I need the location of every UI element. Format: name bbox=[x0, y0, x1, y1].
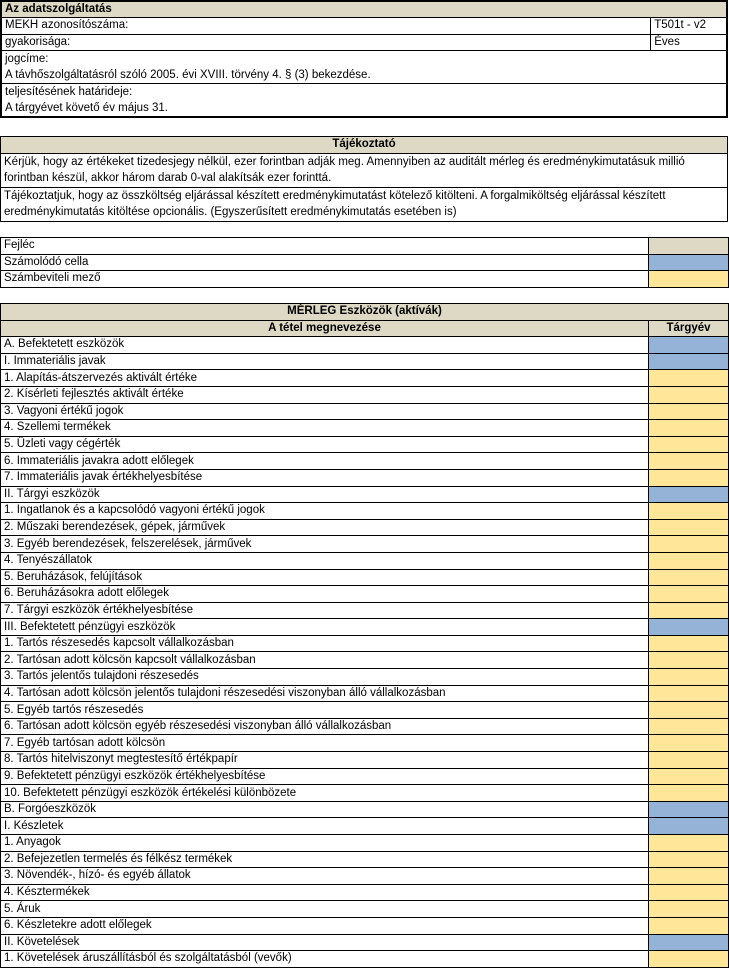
value-input-cell[interactable] bbox=[649, 586, 729, 603]
value-input-cell[interactable] bbox=[649, 503, 729, 520]
value-input-cell[interactable] bbox=[649, 552, 729, 569]
table-row bbox=[1, 884, 729, 901]
balance-title: MÉRLEG Eszközök (aktívák) bbox=[1, 304, 729, 321]
table-row bbox=[1, 718, 729, 735]
mekh-label: MEKH azonosítószáma: bbox=[1, 18, 651, 35]
info-paragraph-1: Kérjük, hogy az értékeket tizedesjegy nélkül, ezer forintban adják meg. Amennyiben az auditált mérleg és eredménykimutatásuk millió forintban készül, akkor három darab 0-val alakítsák ezer forinttá. bbox=[1, 153, 728, 187]
table-row bbox=[1, 835, 729, 852]
table-row bbox=[1, 901, 729, 918]
row-label: 4. Szellemi termékek bbox=[1, 420, 649, 437]
value-input-cell[interactable] bbox=[649, 735, 729, 752]
table-row bbox=[1, 536, 729, 553]
row-label: 3. Vagyoni értékű jogok bbox=[1, 403, 649, 420]
table-row bbox=[1, 868, 729, 885]
info-table bbox=[0, 136, 728, 222]
row-label: II. Követelések bbox=[1, 934, 649, 951]
value-input-cell[interactable] bbox=[649, 752, 729, 769]
table-row bbox=[1, 801, 729, 818]
row-label: 9. Befektetett pénzügyi eszközök értékhelyesbítése bbox=[1, 768, 649, 785]
table-row bbox=[1, 735, 729, 752]
row-label: 3. Tartós jelentős tulajdoni részesedés bbox=[1, 669, 649, 686]
row-label: 1. Anyagok bbox=[1, 835, 649, 852]
row-label: 7. Egyéb tartósan adott kölcsön bbox=[1, 735, 649, 752]
row-label: A. Befektetett eszközök bbox=[1, 337, 649, 354]
row-label: 5. Beruházások, felújítások bbox=[1, 569, 649, 586]
frequency-value[interactable]: Éves bbox=[651, 34, 727, 51]
value-input-cell[interactable] bbox=[649, 768, 729, 785]
calculated-cell bbox=[649, 353, 729, 370]
value-input-cell[interactable] bbox=[649, 436, 729, 453]
legend-row bbox=[1, 254, 729, 271]
row-label: 6. Készletekre adott előlegek bbox=[1, 917, 649, 934]
row-label: 1. Követelések áruszállításból és szolgáltatásból (vevők) bbox=[1, 951, 649, 968]
legend-label: Számolódó cella bbox=[1, 254, 649, 271]
table-row bbox=[1, 785, 729, 802]
table-row bbox=[1, 669, 729, 686]
table-row bbox=[1, 635, 729, 652]
row-label: 10. Befektetett pénzügyi eszközök értékelési különbözete bbox=[1, 785, 649, 802]
value-input-cell[interactable] bbox=[649, 718, 729, 735]
row-label: III. Befektetett pénzügyi eszközök bbox=[1, 619, 649, 636]
value-input-cell[interactable] bbox=[649, 469, 729, 486]
value-input-cell[interactable] bbox=[649, 868, 729, 885]
table-row bbox=[1, 851, 729, 868]
table-row bbox=[1, 569, 729, 586]
column-header-year: Tárgyév bbox=[649, 320, 729, 337]
value-input-cell[interactable] bbox=[649, 652, 729, 669]
value-input-cell[interactable] bbox=[649, 420, 729, 437]
table-row bbox=[1, 353, 729, 370]
table-row bbox=[1, 519, 729, 536]
row-label: 6. Immateriális javakra adott előlegek bbox=[1, 453, 649, 470]
legend-swatch bbox=[649, 238, 729, 255]
table-row bbox=[1, 652, 729, 669]
table-row bbox=[1, 619, 729, 636]
table-row bbox=[1, 337, 729, 354]
value-input-cell[interactable] bbox=[649, 569, 729, 586]
value-input-cell[interactable] bbox=[649, 635, 729, 652]
table-row bbox=[1, 436, 729, 453]
row-label: 6. Beruházásokra adott előlegek bbox=[1, 586, 649, 603]
deadline-value[interactable]: A tárgyévet követő év május 31. bbox=[1, 101, 727, 118]
legend-row bbox=[1, 271, 729, 288]
row-label: 4. Tartósan adott kölcsön jelentős tulajdoni részesedési viszonyban álló vállalkozásban bbox=[1, 685, 649, 702]
value-input-cell[interactable] bbox=[649, 835, 729, 852]
value-input-cell[interactable] bbox=[649, 519, 729, 536]
row-label: 3. Növendék-, hízó- és egyéb állatok bbox=[1, 868, 649, 885]
table-row bbox=[1, 552, 729, 569]
row-label: 3. Egyéb berendezések, felszerelések, járművek bbox=[1, 536, 649, 553]
value-input-cell[interactable] bbox=[649, 370, 729, 387]
legal-label: jogcíme: bbox=[1, 51, 727, 68]
calculated-cell bbox=[649, 934, 729, 951]
info-paragraph-2: Tájékoztatjuk, hogy az összköltség eljárással készített eredménykimutatást kötelező kitölteni. A forgalmiköltség eljárással készített eredménykimutatás kitöltése opcionális. (Egyszerűsített eredménykimutatás esetében is) bbox=[1, 187, 728, 221]
table-row bbox=[1, 486, 729, 503]
row-label: 7. Tárgyi eszközök értékhelyesbítése bbox=[1, 602, 649, 619]
deadline-label: teljesítésének határideje: bbox=[1, 84, 727, 101]
table-row bbox=[1, 586, 729, 603]
table-row bbox=[1, 420, 729, 437]
row-label: 4. Tenyészállatok bbox=[1, 552, 649, 569]
balance-sheet-table bbox=[0, 303, 729, 968]
legend-table bbox=[0, 237, 729, 288]
legend-label: Számbeviteli mező bbox=[1, 271, 649, 288]
row-label: 1. Ingatlanok és a kapcsolódó vagyoni értékű jogok bbox=[1, 503, 649, 520]
calculated-cell bbox=[649, 619, 729, 636]
value-input-cell[interactable] bbox=[649, 951, 729, 968]
table-row bbox=[1, 602, 729, 619]
value-input-cell[interactable] bbox=[649, 453, 729, 470]
legend-swatch bbox=[649, 254, 729, 271]
table-row bbox=[1, 768, 729, 785]
value-input-cell[interactable] bbox=[649, 884, 729, 901]
calculated-cell bbox=[649, 486, 729, 503]
table-row bbox=[1, 702, 729, 719]
table-row bbox=[1, 503, 729, 520]
value-input-cell[interactable] bbox=[649, 602, 729, 619]
value-input-cell[interactable] bbox=[649, 685, 729, 702]
value-input-cell[interactable] bbox=[649, 536, 729, 553]
row-label: I. Készletek bbox=[1, 818, 649, 835]
value-input-cell[interactable] bbox=[649, 851, 729, 868]
row-label: 8. Tartós hitelviszonyt megtestesítő értékpapír bbox=[1, 752, 649, 769]
legend-label: Fejléc bbox=[1, 238, 649, 255]
row-label: I. Immateriális javak bbox=[1, 353, 649, 370]
legend-swatch bbox=[649, 271, 729, 288]
value-input-cell[interactable] bbox=[649, 785, 729, 802]
row-label: 2. Kísérleti fejlesztés aktivált értéke bbox=[1, 386, 649, 403]
row-label: 1. Alapítás-átszervezés aktivált értéke bbox=[1, 370, 649, 387]
info-title: Tájékoztató bbox=[1, 137, 728, 154]
table-row bbox=[1, 469, 729, 486]
table-row bbox=[1, 453, 729, 470]
calculated-cell bbox=[649, 337, 729, 354]
value-input-cell[interactable] bbox=[649, 386, 729, 403]
data-provider-table bbox=[0, 0, 728, 118]
table-row bbox=[1, 917, 729, 934]
table-row bbox=[1, 370, 729, 387]
row-label: 4. Késztermékek bbox=[1, 884, 649, 901]
row-label: B. Forgóeszközök bbox=[1, 801, 649, 818]
calculated-cell bbox=[649, 818, 729, 835]
row-label: 1. Tartós részesedés kapcsolt vállalkozásban bbox=[1, 635, 649, 652]
value-input-cell[interactable] bbox=[649, 403, 729, 420]
table-row bbox=[1, 818, 729, 835]
table-row bbox=[1, 752, 729, 769]
row-label: 5. Áruk bbox=[1, 901, 649, 918]
row-label: II. Tárgyi eszközök bbox=[1, 486, 649, 503]
data-provider-title: Az adatszolgáltatás bbox=[1, 1, 727, 18]
table-row bbox=[1, 386, 729, 403]
mekh-value[interactable]: T501t - v2 bbox=[651, 18, 727, 35]
value-input-cell[interactable] bbox=[649, 669, 729, 686]
value-input-cell[interactable] bbox=[649, 702, 729, 719]
row-label: 5. Üzleti vagy cégérték bbox=[1, 436, 649, 453]
row-label: 2. Befejezetlen termelés és félkész termékek bbox=[1, 851, 649, 868]
row-label: 7. Immateriális javak értékhelyesbítése bbox=[1, 469, 649, 486]
row-label: 6. Tartósan adott kölcsön egyéb részesedési viszonyban álló vállalkozásban bbox=[1, 718, 649, 735]
row-label: 5. Egyéb tartós részesedés bbox=[1, 702, 649, 719]
table-row bbox=[1, 403, 729, 420]
table-row bbox=[1, 685, 729, 702]
table-row bbox=[1, 951, 729, 968]
row-label: 2. Műszaki berendezések, gépek, járművek bbox=[1, 519, 649, 536]
legal-value[interactable]: A távhőszolgáltatásról szóló 2005. évi XVIII. törvény 4. § (3) bekezdése. bbox=[1, 67, 727, 84]
row-label: 2. Tartósan adott kölcsön kapcsolt vállalkozásban bbox=[1, 652, 649, 669]
calculated-cell bbox=[649, 801, 729, 818]
table-row bbox=[1, 934, 729, 951]
column-header-name: A tétel megnevezése bbox=[1, 320, 649, 337]
legend-row bbox=[1, 238, 729, 255]
value-input-cell[interactable] bbox=[649, 917, 729, 934]
frequency-label: gyakorisága: bbox=[1, 34, 651, 51]
value-input-cell[interactable] bbox=[649, 901, 729, 918]
